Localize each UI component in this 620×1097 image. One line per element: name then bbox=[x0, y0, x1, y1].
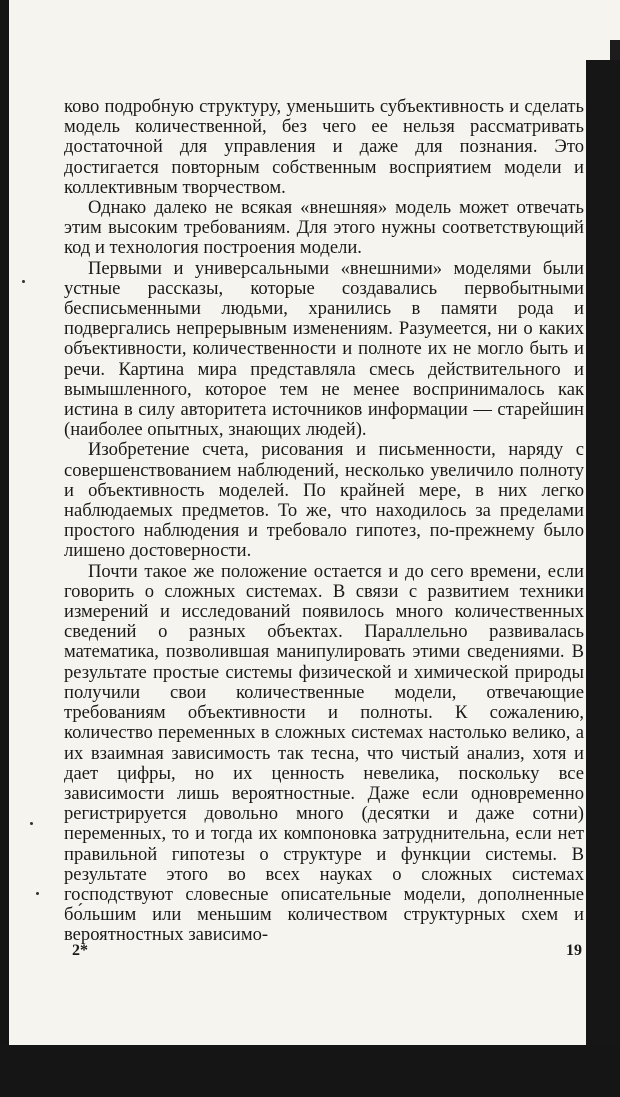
scan-speck bbox=[22, 280, 25, 283]
paragraph: Однако далеко не всякая «внешняя» модель может отвечать этим высоким требованиям. Для этого нужны соответствующий код и технология построения модели. bbox=[64, 197, 584, 259]
paragraph: Изобретение счета, рисования и письменности, наряду с совершенствованием наблюдений, несколько увеличило полноту и объективность моделей. По крайней мере, в них легко наблюдаемых предметов. То же, что находилось за пределами простого наблюдения и требовало гипотез, по-прежнему было лишено достоверности. bbox=[64, 439, 584, 562]
scan-left-edge bbox=[0, 0, 9, 1097]
signature-mark: 2* bbox=[72, 942, 88, 959]
scan-bottom-edge bbox=[0, 1045, 620, 1097]
scan-speck bbox=[36, 892, 39, 895]
scan-speck bbox=[30, 822, 33, 825]
page-body-text bbox=[64, 97, 584, 946]
paragraph-continued: ково подробную структуру, уменьшить субъективность и сделать модель количественной, без чего ее нельзя рассматривать достаточной для управления и даже для познания. Это достигается повторным собственным восприятием модели и коллективным творчеством. bbox=[64, 96, 584, 198]
paragraph: Первыми и универсальными «внешними» моделями были устные рассказы, которые создавались первобытными бесписьменными людьми, хранились в памяти рода и подвергались непрерывным изменениям. Разумеется, ни о каких объективности, количественности и полноте их не могло быть и речи. Картина мира представляла смесь действительного и вымышленного, которое тем не менее воспринималось как истина в силу авторитета источников информации — старейшин (наиболее опытных, знающих людей). bbox=[64, 257, 584, 441]
scan-right-edge bbox=[586, 60, 620, 1060]
page-top-margin bbox=[0, 0, 620, 40]
paragraph: Почти такое же положение остается и до сего времени, если говорить о сложных системах. В связи с развитием техники измерений и исследований появилось много количественных сведений о разных объектах. Параллельно развивалась математика, позволившая манипулировать этими сведениями. В результате простые системы физической и химической природы получили свои количественные модели, отвечающие требованиям объективности и полноты. К сожалению, количество переменных в сложных системах настолько велико, а их взаимная зависимость так тесна, что чистый анализ, хотя и дает цифры, но их ценность невелика, поскольку все зависимости лишь вероятностные. Даже если одновременно регистрируется довольно много (десятки и даже сотни) переменных, то и тогда их компоновка затруднительна, если нет правильной гипотезы о структуре и функции системы. В результате этого во всех науках о сложных системах господствуют словесные описательные модели, дополненные бо́льшим или меньшим количеством структурных схем и вероятностных зависимо- bbox=[64, 560, 584, 946]
page-number: 19 bbox=[566, 942, 582, 959]
